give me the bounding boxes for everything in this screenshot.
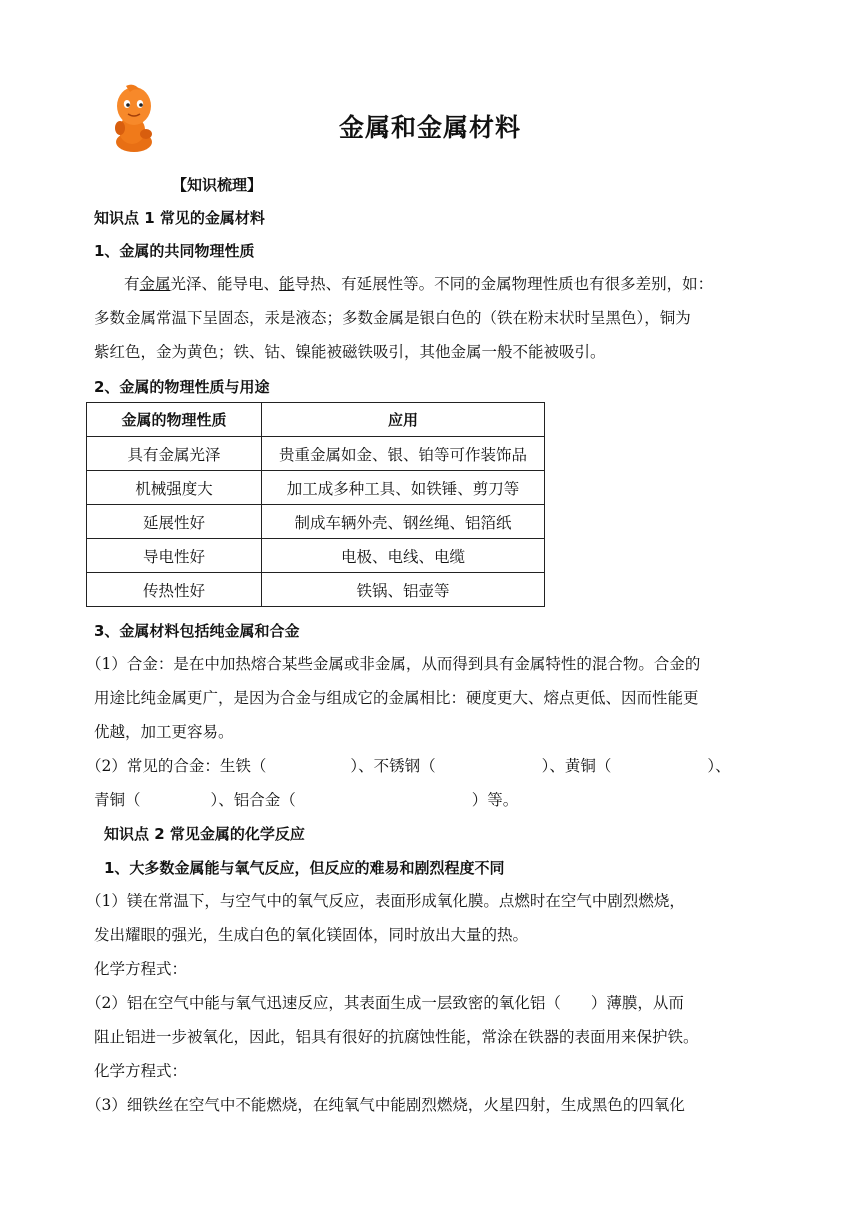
kp1-s3-line1: （1）合金：是在中加热熔合某些金属或非金属，从而得到具有金属特性的混合物。合金的 xyxy=(86,655,701,673)
kp1-s3-line3: 优越，加工更容易。 xyxy=(94,723,234,741)
kp1-s3-line4: （2）常见的合金：生铁（ ）、不锈钢（ ）、黄铜（ ）、 xyxy=(86,757,731,775)
table-cell: 电极、电线、电缆 xyxy=(262,539,545,573)
page-title: 金属和金属材料 xyxy=(338,113,521,142)
table-cell: 加工成多种工具、如铁锤、剪刀等 xyxy=(262,471,545,505)
table-cell: 贵重金属如金、银、铂等可作装饰品 xyxy=(262,437,545,471)
kp1-s3-line5: 青铜（ ）、铝合金（ ）等。 xyxy=(94,791,519,809)
kp1-s3-heading: 3、金属材料包括纯金属和合金 xyxy=(94,622,300,640)
kp2-p2-line1: （2）铝在空气中能与氧气迅速反应，其表面生成一层致密的氧化铝（ ）薄膜，从而 xyxy=(86,994,684,1012)
kp2-s1-heading: 1、大多数金属能与氧气反应，但反应的难易和剧烈程度不同 xyxy=(104,859,505,877)
kp1-heading: 知识点 1 常见的金属材料 xyxy=(94,209,265,227)
table-row xyxy=(87,573,545,607)
table-cell: 制成车辆外壳、钢丝绳、铝箔纸 xyxy=(262,505,545,539)
kp1-s1-heading: 1、金属的共同物理性质 xyxy=(94,242,255,260)
kp2-p3-line1: （3）细铁丝在空气中不能燃烧，在纯氧气中能剧烈燃烧，火星四射，生成黑色的四氧化 xyxy=(86,1096,685,1114)
table-cell: 延展性好 xyxy=(87,505,262,539)
kp2-eq-label-1: 化学方程式： xyxy=(94,960,188,978)
kp1-s2-heading: 2、金属的物理性质与用途 xyxy=(94,378,270,396)
table-cell: 导电性好 xyxy=(87,539,262,573)
kp2-heading: 知识点 2 常见金属的化学反应 xyxy=(104,825,305,843)
table-cell: 铁锅、铝壶等 xyxy=(262,573,545,607)
kp2-eq-label-2: 化学方程式： xyxy=(94,1062,188,1080)
table-row xyxy=(87,505,545,539)
table-cell: 传热性好 xyxy=(87,573,262,607)
kp1-s1-line3: 紫红色，金为黄色；铁、钴、镍能被磁铁吸引，其他金属一般不能被吸引。 xyxy=(94,343,606,361)
table-header-cell: 应用 xyxy=(262,403,545,437)
kp2-p1-line2: 发出耀眼的强光，生成白色的氧化镁固体，同时放出大量的热。 xyxy=(94,926,529,944)
table-header-cell: 金属的物理性质 xyxy=(87,403,262,437)
kp2-p2-line2: 阻止铝进一步被氧化，因此，铝具有很好的抗腐蚀性能，常涂在铁器的表面用来保护铁。 xyxy=(94,1028,699,1046)
kp1-s1-line1: 有金属光泽、能导电、能导热、有延展性等。不同的金属物理性质也有很多差别，如： xyxy=(124,275,714,293)
properties-table xyxy=(86,402,545,607)
kp1-s1-line2: 多数金属常温下呈固态，汞是液态；多数金属是银白色的（铁在粉末状时呈黑色），铜为 xyxy=(94,309,691,327)
table-header-row xyxy=(87,403,545,437)
table-row xyxy=(87,539,545,573)
section-tag: 【知识梳理】 xyxy=(172,176,263,194)
table-row xyxy=(87,471,545,505)
kp2-p1-line1: （1）镁在常温下，与空气中的氧气反应，表面形成氧化膜。点燃时在空气中剧烈燃烧， xyxy=(86,892,685,910)
kp1-s3-line2: 用途比纯金属更广，是因为合金与组成它的金属相比：硬度更大、熔点更低、因而性能更 xyxy=(94,689,699,707)
table-cell: 机械强度大 xyxy=(87,471,262,505)
table-cell: 具有金属光泽 xyxy=(87,437,262,471)
table-row xyxy=(87,437,545,471)
